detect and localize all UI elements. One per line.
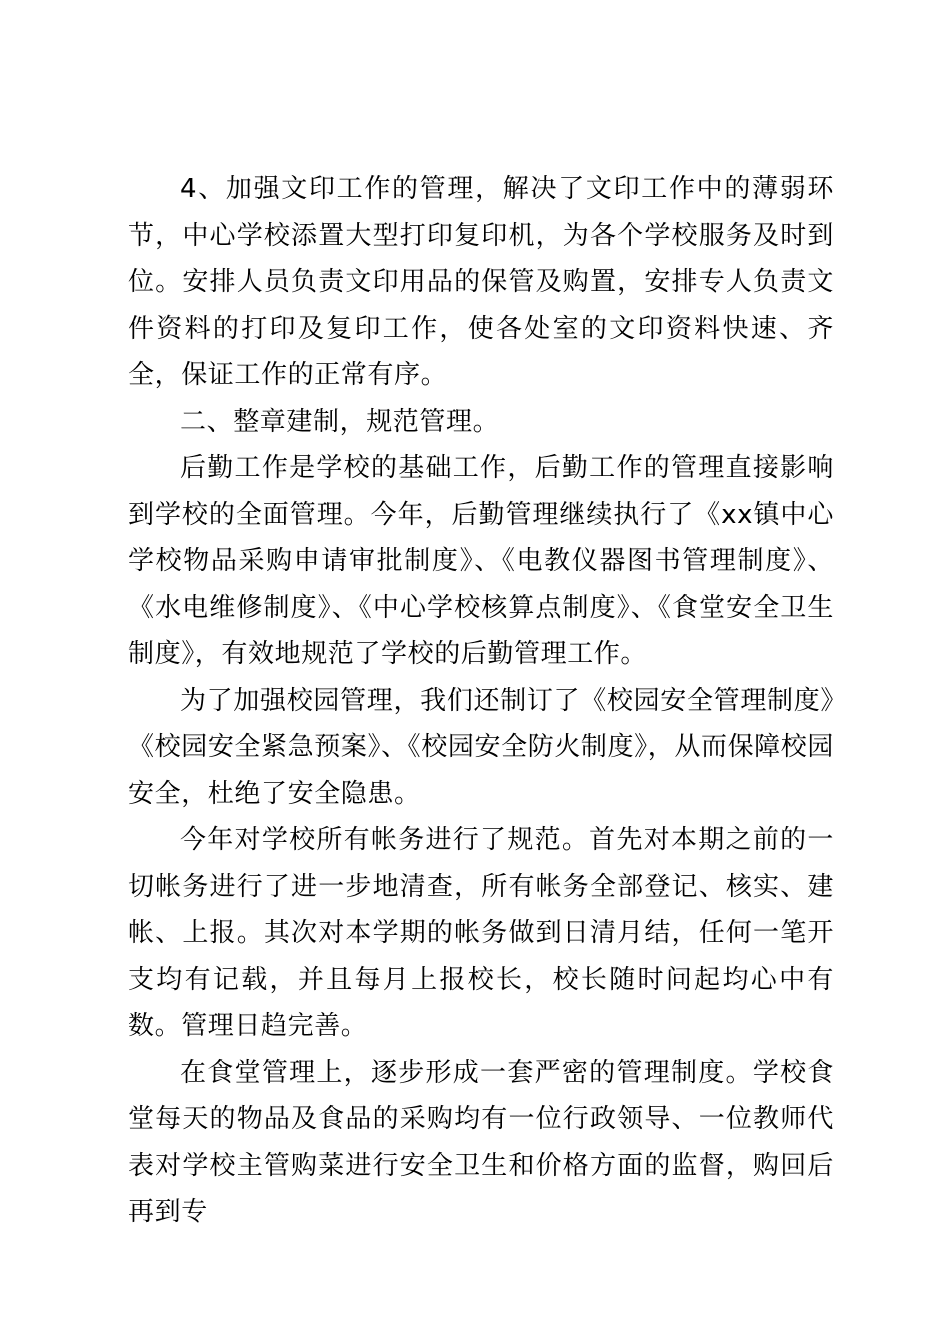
section-heading-rules: 二、整章建制，规范管理。: [180, 406, 500, 437]
paragraph-logistics-rules: 后勤工作是学校的基础工作，后勤工作的管理直接影响到学校的全面管理。今年，后勤管理继续执行了《xx镇中心学校物品采购申请审批制度》、《电教仪器图书管理制度》、《水电维修制度》、《中心学校核算点制度》、《食堂安全卫生制度》，有效地规范了学校的后勤管理工作。: [128, 453, 834, 669]
paragraph-accounts: 今年对学校所有帐务进行了规范。首先对本期之前的一切帐务进行了进一步地清查，所有帐务全部登记、核实、建帐、上报。其次对本学期的帐务做到日清月结，任何一笔开支均有记载，并且每月上报校长，校长随时问起均心中有数。管理日趋完善。: [128, 825, 834, 1041]
document-body: [128, 166, 834, 1236]
paragraph-canteen: 在食堂管理上，逐步形成一套严密的管理制度。学校食堂每天的物品及食品的采购均有一位行政领导、一位教师代表对学校主管购菜进行安全卫生和价格方面的监督，购回后再到专: [128, 1057, 834, 1227]
paragraph-printing-management: 4、加强文印工作的管理，解决了文印工作中的薄弱环节，中心学校添置大型打印复印机，为各个学校服务及时到位。安排人员负责文印用品的保管及购置，安排专人负责文件资料的打印及复印工作，使各处室的文印资料快速、齐全，保证工作的正常有序。: [128, 174, 834, 390]
paragraph-campus-safety: 为了加强校园管理，我们还制订了《校园安全管理制度》《校园安全紧急预案》、《校园安全防火制度》，从而保障校园安全，杜绝了安全隐患。: [128, 685, 834, 809]
